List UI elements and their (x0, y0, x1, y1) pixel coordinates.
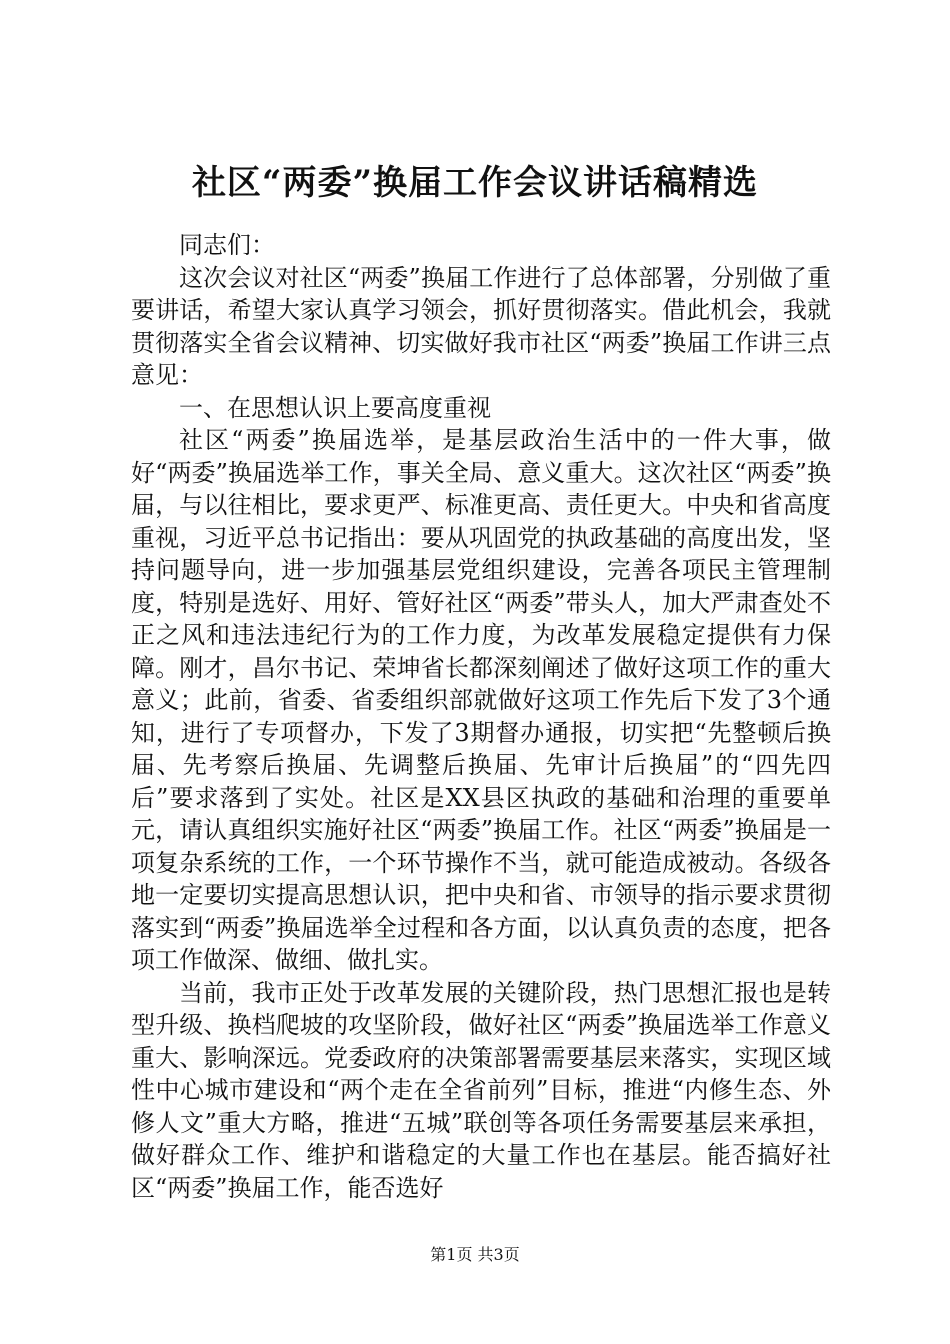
salutation-paragraph: 同志们： (179, 231, 275, 259)
document-body (131, 229, 831, 1204)
body-paragraph: 当前，我市正处于改革发展的关键阶段，热门思想汇报也是转型升级、换档爬坡的攻坚阶段，做好社区“两委”换届选举工作意义重大、影响深远。党委政府的决策部署需要基层来落实，实现区域性中心城市建设和“两个走在全省前列”目标，推进“内修生态、外修人文”重大方略，推进“五城”联创等各项任务需要基层来承担，做好群众工作、维护和谐稳定的大量工作也在基层。能否搞好社区“两委”换届工作，能否选好 (131, 978, 831, 1202)
intro-paragraph: 这次会议对社区“两委”换届工作进行了总体部署，分别做了重要讲话，希望大家认真学习领会，抓好贯彻落实。借此机会，我就贯彻落实全省会议精神、切实做好我市社区“两委”换届工作讲三点意见： (131, 263, 831, 389)
page-number-footer: 第1页 共3页 (430, 1245, 520, 1264)
body-paragraph: 社区“两委”换届选举，是基层政治生活中的一件大事，做好“两委”换届选举工作，事关全局、意义重大。这次社区“两委”换届，与以往相比，要求更严、标准更高、责任更大。中央和省高度重视，习近平总书记指出：要从巩固党的执政基础的高度出发，坚持问题导向，进一步加强基层党组织建设，完善各项民主管理制度，特别是选好、用好、管好社区“两委”带头人，加大严肃查处不正之风和违法违纪行为的工作力度，为改革发展稳定提供有力保障。刚才，昌尔书记、荣坤省长都深刻阐述了做好这项工作的重大意义；此前，省委、省委组织部就做好这项工作先后下发了3个通知，进行了专项督办，下发了3期督办通报，切实把“先整顿后换届、先考察后换届、先调整后换届、先审计后换届”的“四先四后”要求落到了实处。社区是XX县区执政的基础和治理的重要单元，请认真组织实施好社区“两委”换届工作。社区“两委”换届是一项复杂系统的工作，一个环节操作不当，就可能造成被动。各级各地一定要切实提高思想认识，把中央和省、市领导的指示要求贯彻落实到“两委”换届选举全过程和各方面，以认真负责的态度，把各项工作做深、做细、做扎实。 (131, 426, 831, 974)
section-heading: 一、在思想认识上要高度重视 (179, 393, 491, 422)
document-title: 社区“两委”换届工作会议讲话稿精选 (191, 163, 759, 203)
